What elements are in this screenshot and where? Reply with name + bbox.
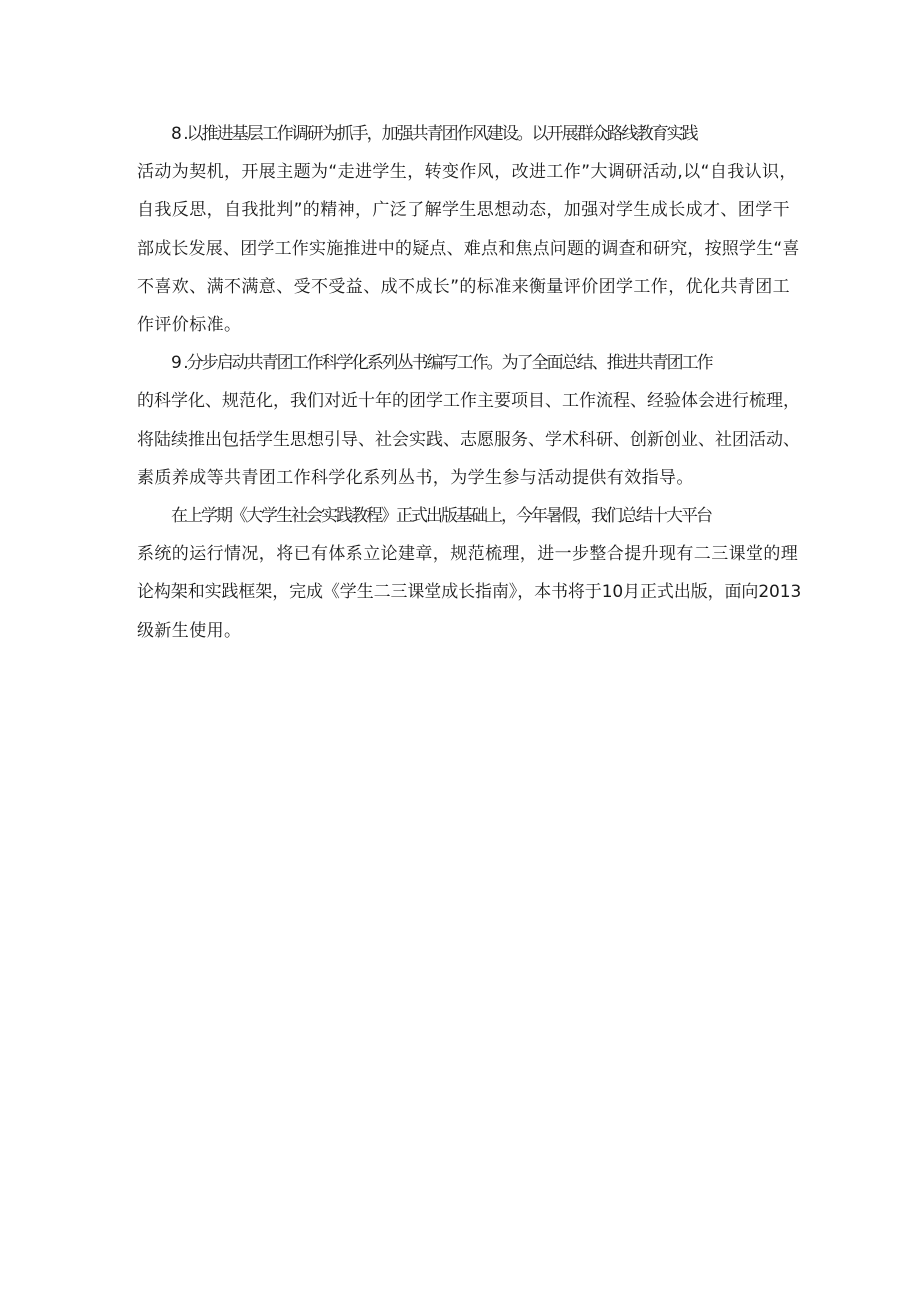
paragraph-item-9 (137, 344, 803, 497)
text-line: 将陆续推出包括学生思想引导、社会实践、志愿服务、学术科研、创新创业、社团活动、 (137, 429, 800, 450)
text-line: 9 .分步启动共青团工作科学化系列丛书编写工作。为了全面总结、推进共青团工作 (171, 353, 712, 374)
text-line: 论构架和实践框架，完成《学生二三课堂成长指南》，本书将于10月正式出版，面向2013 (137, 582, 802, 603)
paragraph-item-8 (137, 115, 803, 344)
text-line: 级新生使用。 (137, 620, 242, 641)
text-line: 的科学化、规范化，我们对近十年的团学工作主要项目、工作流程、经验体会进行梳理， (137, 391, 800, 412)
paragraph-publication (137, 497, 803, 650)
text-line: 在上学期《大学生社会实践教程》正式出版基础上，今年暑假，我们总结十大平台 (171, 506, 711, 527)
text-line: 作评价标准。 (137, 315, 242, 336)
text-line: 自我反思，自我批判”的精神，广泛了解学生思想动态，加强对学生成长成才、团学干 (137, 200, 791, 221)
text-line: 8 .以推进基层工作调研为抓手，加强共青团作风建设。以开展群众路线教育实践 (171, 124, 697, 144)
text-line: 活动为契机，开展主题为“走进学生，转变作风，改进工作”大调研活动,以“自我认识， (137, 162, 797, 183)
text-line: 系统的运行情况，将已有体系立论建章，规范梳理，进一步整合提升现有二三课堂的理 (137, 544, 799, 565)
text-line: 不喜欢、满不满意、受不受益、成不成长”的标准来衡量评价团学工作，优化共青团工 (137, 276, 791, 297)
text-line: 部成长发展、团学工作实施推进中的疑点、难点和焦点问题的调查和研究，按照学生“喜 (137, 238, 800, 259)
text-line: 素质养成等共青团工作科学化系列丛书，为学生参与活动提供有效指导。 (137, 467, 694, 488)
document-body (137, 115, 803, 650)
